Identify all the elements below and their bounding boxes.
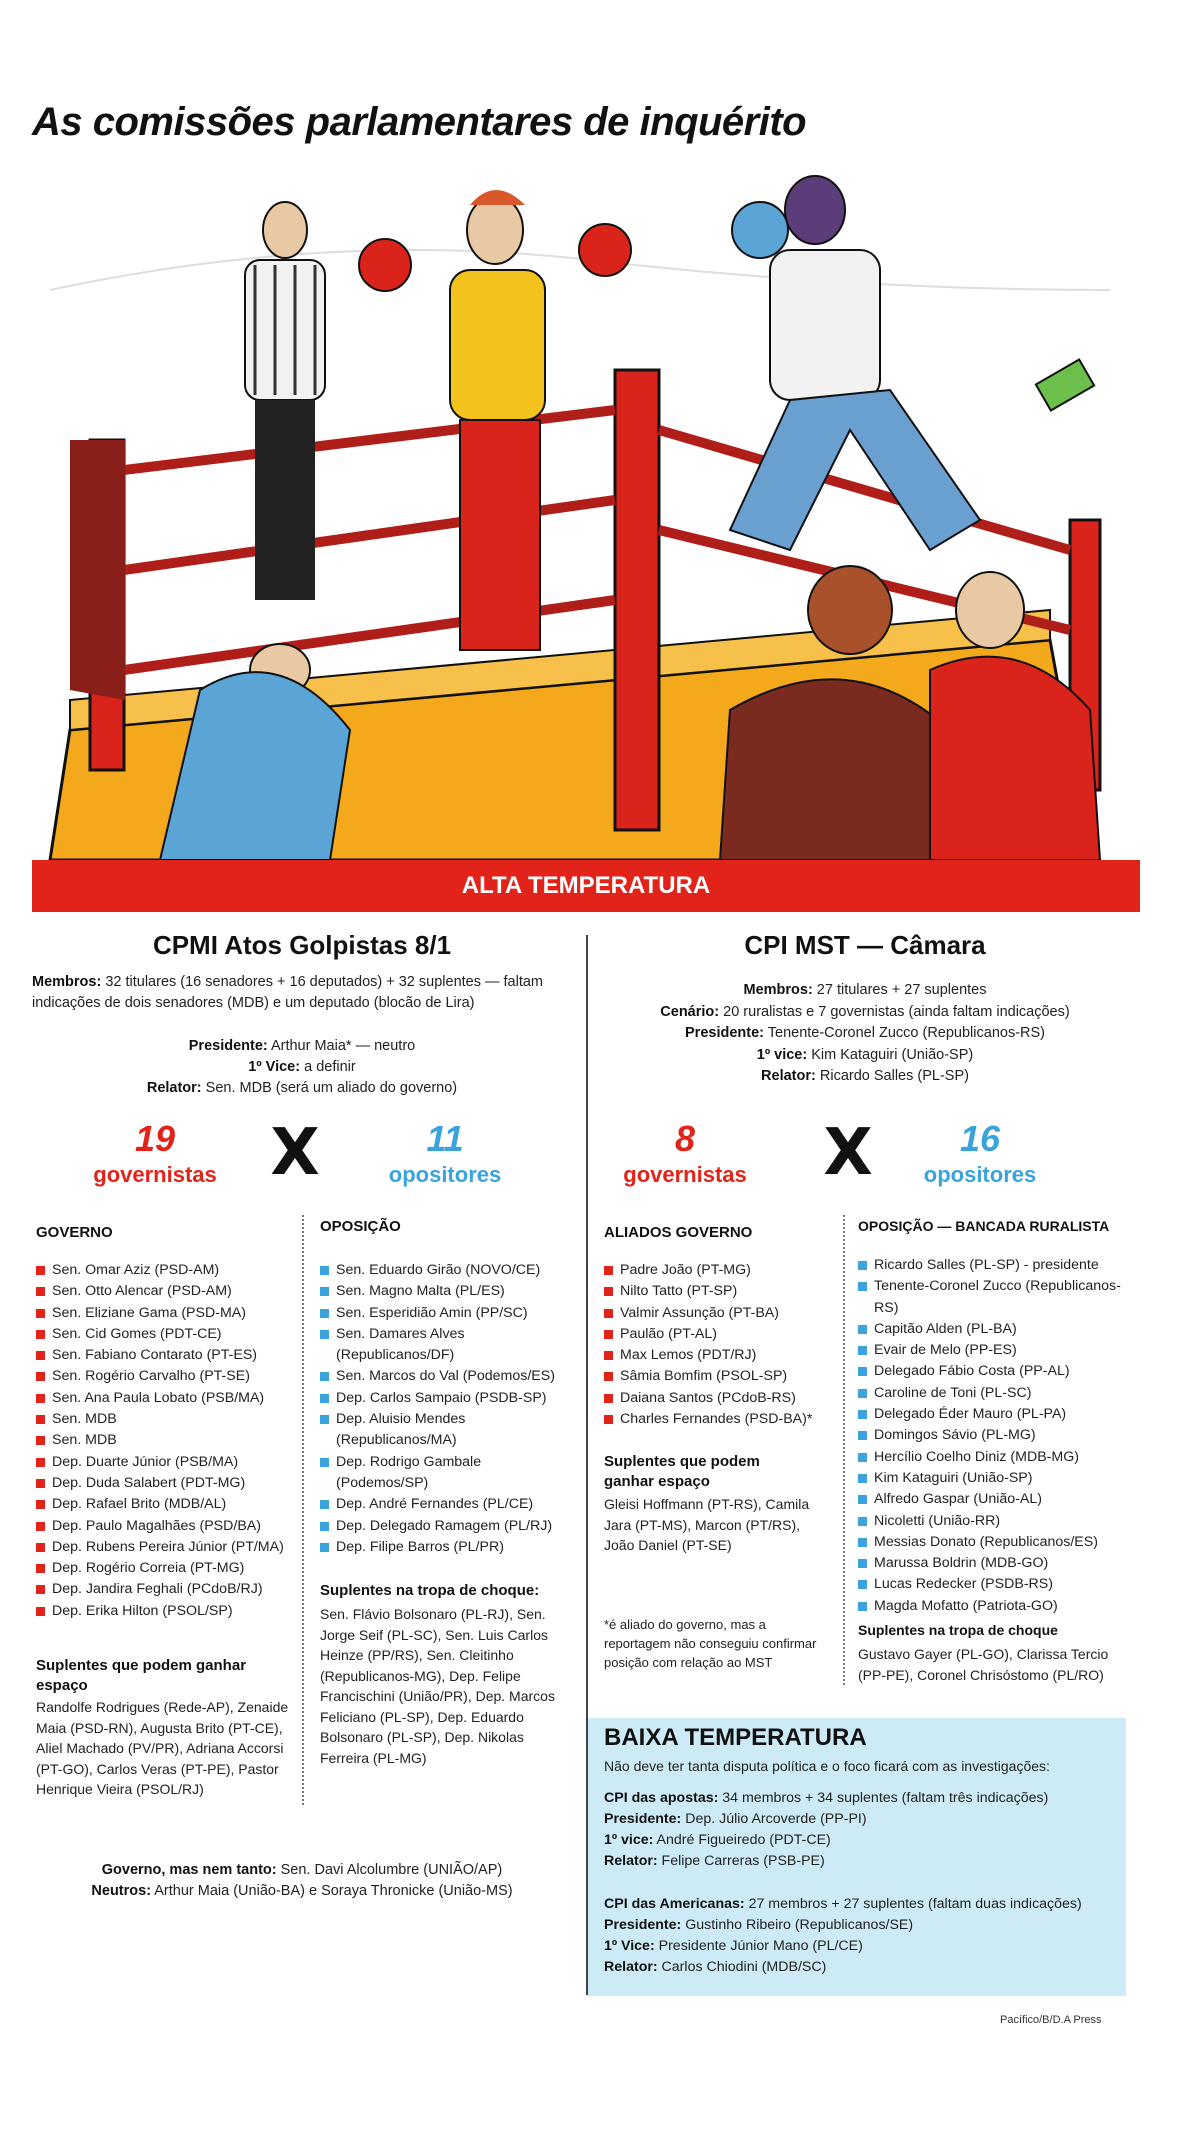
cpmi-gov-title: GOVERNO	[36, 1224, 113, 1241]
list-item: Sen. Ana Paula Lobato (PSB/MA)	[36, 1388, 306, 1409]
versus-x: X	[823, 1116, 873, 1190]
cpmi-opp-list	[320, 1260, 572, 1558]
mst-opp-sub-text: Gustavo Gayer (PL-GO), Clarissa Tercio (PP-PE), Coronel Chrisóstomo (PL/RO)	[858, 1646, 1109, 1683]
cpmi-gov-count: 19	[134, 1118, 176, 1159]
list-item: Sen. MDB	[36, 1409, 306, 1430]
cpi-mst-heading: CPI MST — Câmara	[744, 930, 986, 960]
list-item: Nilto Tatto (PT-SP)	[604, 1281, 839, 1302]
cpmi-gov-sub-text: Randolfe Rodrigues (Rede-AP), Zenaide Maia (PSD-RN), Augusta Brito (PT-CE), Aliel Machado (PV/PR), Adriana Accorsi (PT-GO), Carlos Veras (PT-PE), Pastor Henrique Vieira (PSOL/RJ)	[36, 1699, 289, 1797]
cpmi-dotted-divider	[302, 1215, 304, 1805]
list-item: Evair de Melo (PP-ES)	[858, 1340, 1138, 1361]
list-item: Dep. Filipe Barros (PL/PR)	[320, 1537, 572, 1558]
mst-opp-list	[858, 1255, 1138, 1617]
list-item: Dep. André Fernandes (PL/CE)	[320, 1494, 572, 1515]
list-item: Alfredo Gaspar (União-AL)	[858, 1489, 1138, 1510]
list-item: Messias Donato (Republicanos/ES)	[858, 1532, 1138, 1553]
page-title: As comissões parlamentares de inquérito	[32, 100, 807, 144]
list-item: Tenente-Coronel Zucco (Republicanos-RS)	[858, 1276, 1138, 1319]
list-item: Dep. Rafael Brito (MDB/AL)	[36, 1494, 306, 1515]
cpmi-gov-sub-title: Suplentes que podem ganhar espaço	[36, 1657, 247, 1694]
list-item: Delegado Fábio Costa (PP-AL)	[858, 1361, 1138, 1382]
mst-gov-sub-title: Suplentes que podem ganhar espaço	[604, 1453, 760, 1490]
mst-gov-list	[604, 1260, 839, 1430]
list-item: Dep. Paulo Magalhães (PSD/BA)	[36, 1516, 306, 1537]
list-item: Dep. Carlos Sampaio (PSDB-SP)	[320, 1388, 572, 1409]
list-item: Max Lemos (PDT/RJ)	[604, 1345, 839, 1366]
list-item: Sen. Esperidião Amin (PP/SC)	[320, 1303, 572, 1324]
list-item: Sen. Eliziane Gama (PSD-MA)	[36, 1303, 306, 1324]
list-item: Dep. Rubens Pereira Júnior (PT/MA)	[36, 1537, 306, 1558]
list-item: Capitão Alden (PL-BA)	[858, 1319, 1138, 1340]
list-item: Padre João (PT-MG)	[604, 1260, 839, 1281]
cpmi-gov-list	[36, 1260, 306, 1622]
list-item: Dep. Rogério Correia (PT-MG)	[36, 1558, 306, 1579]
list-item: Magda Mofatto (Patriota-GO)	[858, 1596, 1138, 1617]
list-item: Sen. MDB	[36, 1430, 306, 1451]
mst-note: *é aliado do governo, mas a reportagem não conseguiu confirmar posição com relação ao MST	[604, 1617, 817, 1670]
cpi-americanas-info: CPI das Americanas: 27 membros + 27 suplentes (faltam duas indicações) Presidente: Gustinho Ribeiro (Republicanos/SE) 1º Vice: Presidente Júnior Mano (PL/CE) Relator: Carlos Chiodini (MDB/SC)	[604, 1896, 1082, 1975]
mst-dotted-divider	[843, 1215, 845, 1685]
list-item: Marussa Boldrin (MDB-GO)	[858, 1553, 1138, 1574]
cpmi-members: Membros: 32 titulares (16 senadores + 16 deputados) + 32 suplentes — faltam indicações de dois senadores (MDB) e um deputado (blocão de Lira)	[32, 974, 544, 1011]
low-temperature-title: BAIXA TEMPERATURA	[604, 1724, 867, 1751]
cpmi-opp-sub-title: Suplentes na tropa de choque:	[320, 1582, 540, 1599]
cpmi-heading: CPMI Atos Golpistas 8/1	[152, 930, 452, 960]
mst-opp-label: opositores	[923, 1162, 1037, 1187]
list-item: Sen. Magno Malta (PL/ES)	[320, 1281, 572, 1302]
mst-gov-count: 8	[674, 1118, 696, 1159]
list-item: Sen. Otto Alencar (PSD-AM)	[36, 1281, 306, 1302]
credit-line: Pacífico/B/D.A Press	[1000, 2014, 1102, 2026]
mst-gov-sub-text: Gleisi Hoffmann (PT-RS), Camila Jara (PT-MS), Marcon (PT/RS), João Daniel (PT-SE)	[604, 1496, 810, 1553]
list-item: Sen. Eduardo Girão (NOVO/CE)	[320, 1260, 572, 1281]
cpmi-opp-sub-text: Sen. Flávio Bolsonaro (PL-RJ), Sen. Jorge Seif (PL-SC), Sen. Luis Carlos Heinze (PP/RS), Sen. Cleitinho (Republicanos-MG), Dep. Felipe Francischini (União/PR), Dep. Marcos Feliciano (PL-SP), Dep. Eduardo Bolsonaro (PL-SP), Dep. Nikolas Ferreira (PL-MG)	[320, 1606, 555, 1766]
list-item: Dep. Jandira Feghali (PCdoB/RJ)	[36, 1579, 306, 1600]
mst-opp-count: 16	[959, 1118, 1001, 1159]
cpi-mst-info: Membros: 27 titulares + 27 suplentes Cenário: 20 ruralistas e 7 governistas (ainda faltam indicações) Presidente: Tenente-Coronel Zucco (Republicanos-RS) 1º vice: Kim Kataguiri (União-SP) Relator: Ricardo Salles (PL-SP)	[660, 982, 1070, 1084]
list-item: Delegado Éder Mauro (PL-PA)	[858, 1404, 1138, 1425]
list-item: Nicoletti (União-RR)	[858, 1511, 1138, 1532]
cpmi-footnotes: Governo, mas nem tanto: Sen. Davi Alcolumbre (UNIÃO/AP) Neutros: Arthur Maia (União-BA) e Soraya Thronicke (União-MS)	[91, 1862, 513, 1899]
versus-x: X	[270, 1116, 320, 1190]
cpmi-opp-label: opositores	[388, 1162, 502, 1187]
list-item: Charles Fernandes (PSD-BA)*	[604, 1409, 839, 1430]
cpmi-opp-count: 11	[426, 1118, 464, 1159]
list-item: Dep. Erika Hilton (PSOL/SP)	[36, 1601, 306, 1622]
low-temperature-intro: Não deve ter tanta disputa política e o foco ficará com as investigações:	[604, 1758, 1050, 1774]
mst-opp-sub-title: Suplentes na tropa de choque	[858, 1622, 1058, 1638]
list-item: Dep. Aluisio Mendes (Republicanos/MA)	[320, 1409, 572, 1452]
cpmi-leadership: Presidente: Arthur Maia* — neutro 1º Vice: a definir Relator: Sen. MDB (será um aliado do governo)	[146, 1038, 458, 1096]
list-item: Lucas Redecker (PSDB-RS)	[858, 1574, 1138, 1595]
list-item: Dep. Delegado Ramagem (PL/RJ)	[320, 1516, 572, 1537]
cpi-apostas-info: CPI das apostas: 34 membros + 34 suplentes (faltam três indicações) Presidente: Dep. Júlio Arcoverde (PP-PI) 1º vice: André Figueiredo (PDT-CE) Relator: Felipe Carreras (PSB-PE)	[604, 1790, 1049, 1869]
list-item: Ricardo Salles (PL-SP) - presidente	[858, 1255, 1138, 1276]
list-item: Kim Kataguiri (União-SP)	[858, 1468, 1138, 1489]
cpmi-gov-label: governistas	[93, 1162, 217, 1187]
list-item: Sen. Fabiano Contarato (PT-ES)	[36, 1345, 306, 1366]
boxing-ring-illustration	[30, 170, 1130, 860]
low-temperature-box	[588, 1718, 1126, 1996]
list-item: Dep. Duarte Júnior (PSB/MA)	[36, 1452, 306, 1473]
list-item: Domingos Sávio (PL-MG)	[858, 1425, 1138, 1446]
list-item: Dep. Duda Salabert (PDT-MG)	[36, 1473, 306, 1494]
list-item: Paulão (PT-AL)	[604, 1324, 839, 1345]
list-item: Daiana Santos (PCdoB-RS)	[604, 1388, 839, 1409]
list-item: Hercílio Coelho Diniz (MDB-MG)	[858, 1447, 1138, 1468]
list-item: Sen. Damares Alves (Republicanos/DF)	[320, 1324, 572, 1367]
list-item: Valmir Assunção (PT-BA)	[604, 1303, 839, 1324]
list-item: Sâmia Bomfim (PSOL-SP)	[604, 1366, 839, 1387]
high-temperature-banner: ALTA TEMPERATURA	[32, 860, 1140, 912]
mst-opp-title: OPOSIÇÃO — BANCADA RURALISTA	[858, 1218, 1110, 1234]
list-item: Sen. Cid Gomes (PDT-CE)	[36, 1324, 306, 1345]
list-item: Sen. Omar Aziz (PSD-AM)	[36, 1260, 306, 1281]
mst-gov-label: governistas	[623, 1162, 747, 1187]
list-item: Caroline de Toni (PL-SC)	[858, 1383, 1138, 1404]
list-item: Dep. Rodrigo Gambale (Podemos/SP)	[320, 1452, 572, 1495]
mst-gov-title: ALIADOS GOVERNO	[604, 1224, 753, 1241]
list-item: Sen. Rogério Carvalho (PT-SE)	[36, 1366, 306, 1387]
list-item: Sen. Marcos do Val (Podemos/ES)	[320, 1366, 572, 1387]
cpmi-opp-title: OPOSIÇÃO	[320, 1218, 401, 1235]
